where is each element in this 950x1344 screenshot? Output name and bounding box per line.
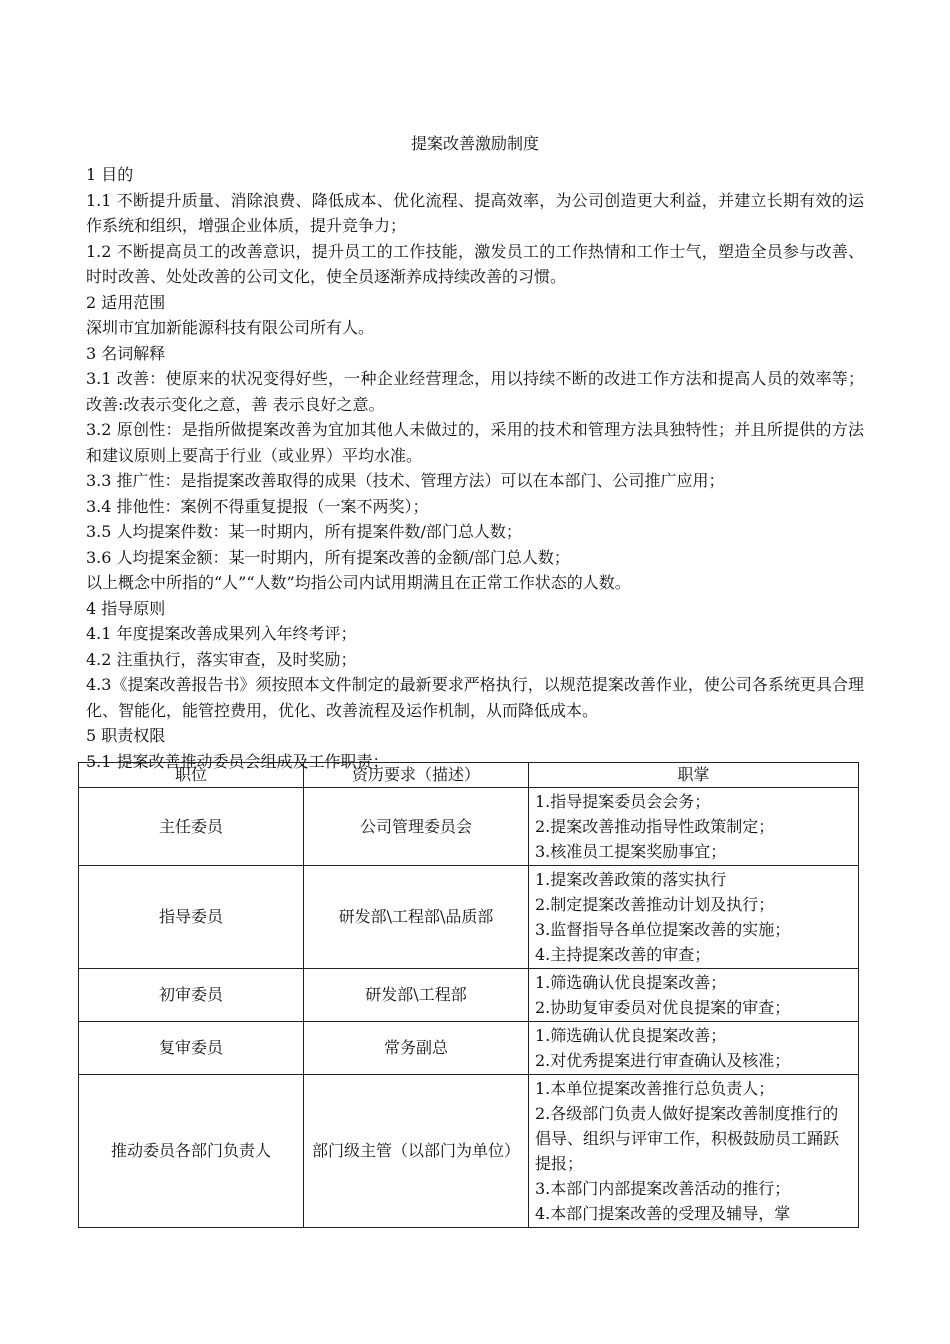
requirement-cell: 常务副总 <box>304 1022 529 1075</box>
duty-item: 1.指导提案委员会会务； <box>535 792 711 811</box>
position-cell: 推动委员各部门负责人 <box>79 1075 304 1228</box>
paragraph-3-4: 3.4 排他性：案例不得重复提报（一案不两奖）； <box>86 496 429 516</box>
requirement-cell: 研发部\工程部\品质部 <box>304 866 529 969</box>
paragraph-scope: 深圳市宜加新能源科技有限公司所有人。 <box>86 318 375 337</box>
paragraph-3-1: 3.1 改善：使原来的状况变得好些，一种企业经营理念，用以持续不断的改进工作方法和提高人员的效率等；改善:改表示变化之意，善 表示良好之意。 <box>86 369 864 414</box>
position-cell: 初审委员 <box>79 969 304 1022</box>
duty-item: 1.提案改善政策的落实执行 <box>535 870 727 889</box>
requirement-cell: 公司管理委员会 <box>304 788 529 866</box>
document-title: 提案改善激励制度 <box>410 134 539 153</box>
duty-item: 2.各级部门负责人做好提案改善制度推行的倡导、组织与评审工作，积极鼓励员工踊跃提报； <box>535 1104 840 1173</box>
paragraph-1-2: 1.2 不断提高员工的改善意识，提升员工的工作技能，激发员工的工作热情和工作士气，塑造全员参与改善、时时改善、处处改善的公司文化，使全员逐渐养成持续改善的习惯。 <box>86 241 864 286</box>
duties-cell <box>529 969 859 1022</box>
paragraph-3-5: 3.5 人均提案件数：某一时期内，所有提案件数/部门总人数； <box>86 522 522 541</box>
header-position: 职位 <box>79 763 304 788</box>
paragraph-concept-note: 以上概念中所指的“人”“人数”均指公司内试用期满且在正常工作状态的人数。 <box>86 573 631 592</box>
duties-cell <box>529 866 859 969</box>
position-cell: 主任委员 <box>79 788 304 866</box>
heading-principles: 4 指导原则 <box>86 598 166 618</box>
table-row <box>79 788 859 866</box>
header-duties: 职掌 <box>529 763 859 788</box>
heading-definitions: 3 名词解释 <box>86 343 166 363</box>
position-cell: 复审委员 <box>79 1022 304 1075</box>
duties-cell <box>529 788 859 866</box>
paragraph-1-1: 1.1 不断提升质量、消除浪费、降低成本、优化流程、提高效率，为公司创造更大利益，并建立长期有效的运作系统和组织，增强企业体质，提升竞争力； <box>86 190 864 235</box>
duties-cell <box>529 1022 859 1075</box>
committee-table <box>78 762 859 1228</box>
table-row <box>79 866 859 969</box>
duty-item: 2.提案改善推动指导性政策制定； <box>535 817 775 836</box>
duty-item: 1.筛选确认优良提案改善； <box>535 1026 727 1045</box>
position-cell: 指导委员 <box>79 866 304 969</box>
heading-scope: 2 适用范围 <box>86 292 166 312</box>
table-row <box>79 1075 859 1228</box>
header-requirement: 资历要求（描述） <box>304 763 529 788</box>
paragraph-5-1: 5.1 提案改善推动委员会组成及工作职责； <box>86 751 389 771</box>
requirement-cell: 部门级主管（以部门为单位） <box>304 1075 529 1228</box>
duty-item: 4.本部门提案改善的受理及辅导，掌 <box>535 1204 791 1223</box>
duty-item: 4.主持提案改善的审查； <box>535 945 711 964</box>
paragraph-4-2: 4.2 注重执行，落实审查，及时奖励； <box>86 649 357 669</box>
heading-purpose: 1 目的 <box>86 165 134 184</box>
duty-item: 2.协助复审委员对优良提案的审查； <box>535 998 791 1017</box>
duty-item: 1.本单位提案改善推行总负责人； <box>535 1079 775 1098</box>
paragraph-3-6: 3.6 人均提案金额：某一时期内，所有提案改善的金额/部门总人数； <box>86 547 570 567</box>
duty-item: 3.核准员工提案奖励事宜； <box>535 842 727 861</box>
duty-item: 3.本部门内部提案改善活动的推行； <box>535 1179 791 1198</box>
heading-responsibilities: 5 职责权限 <box>86 726 166 745</box>
duty-item: 2.制定提案改善推动计划及执行； <box>535 895 775 914</box>
duty-item: 3.监督指导各单位提案改善的实施； <box>535 920 791 939</box>
paragraph-4-3: 4.3《提案改善报告书》须按照本文件制定的最新要求严格执行，以规范提案改善作业，使公司各系统更具合理化、智能化，能管控费用，优化、改善流程及运作机制，从而降低成本。 <box>86 675 864 720</box>
table-row <box>79 1022 859 1075</box>
table-row <box>79 969 859 1022</box>
paragraph-3-2: 3.2 原创性：是指所做提案改善为宜加其他人未做过的，采用的技术和管理方法具独特性；并且所提供的方法和建议原则上要高于行业（或业界）平均水准。 <box>86 420 864 465</box>
duties-cell <box>529 1075 859 1228</box>
table-header-row <box>79 763 859 788</box>
duty-item: 1.筛选确认优良提案改善； <box>535 973 727 992</box>
paragraph-4-1: 4.1 年度提案改善成果列入年终考评； <box>86 624 357 643</box>
duty-item: 2.对优秀提案进行审查确认及核准； <box>535 1051 791 1070</box>
requirement-cell: 研发部\工程部 <box>304 969 529 1022</box>
paragraph-3-3: 3.3 推广性：是指提案改善取得的成果（技术、管理方法）可以在本部门、公司推广应用； <box>86 471 725 490</box>
document-body <box>86 162 864 774</box>
